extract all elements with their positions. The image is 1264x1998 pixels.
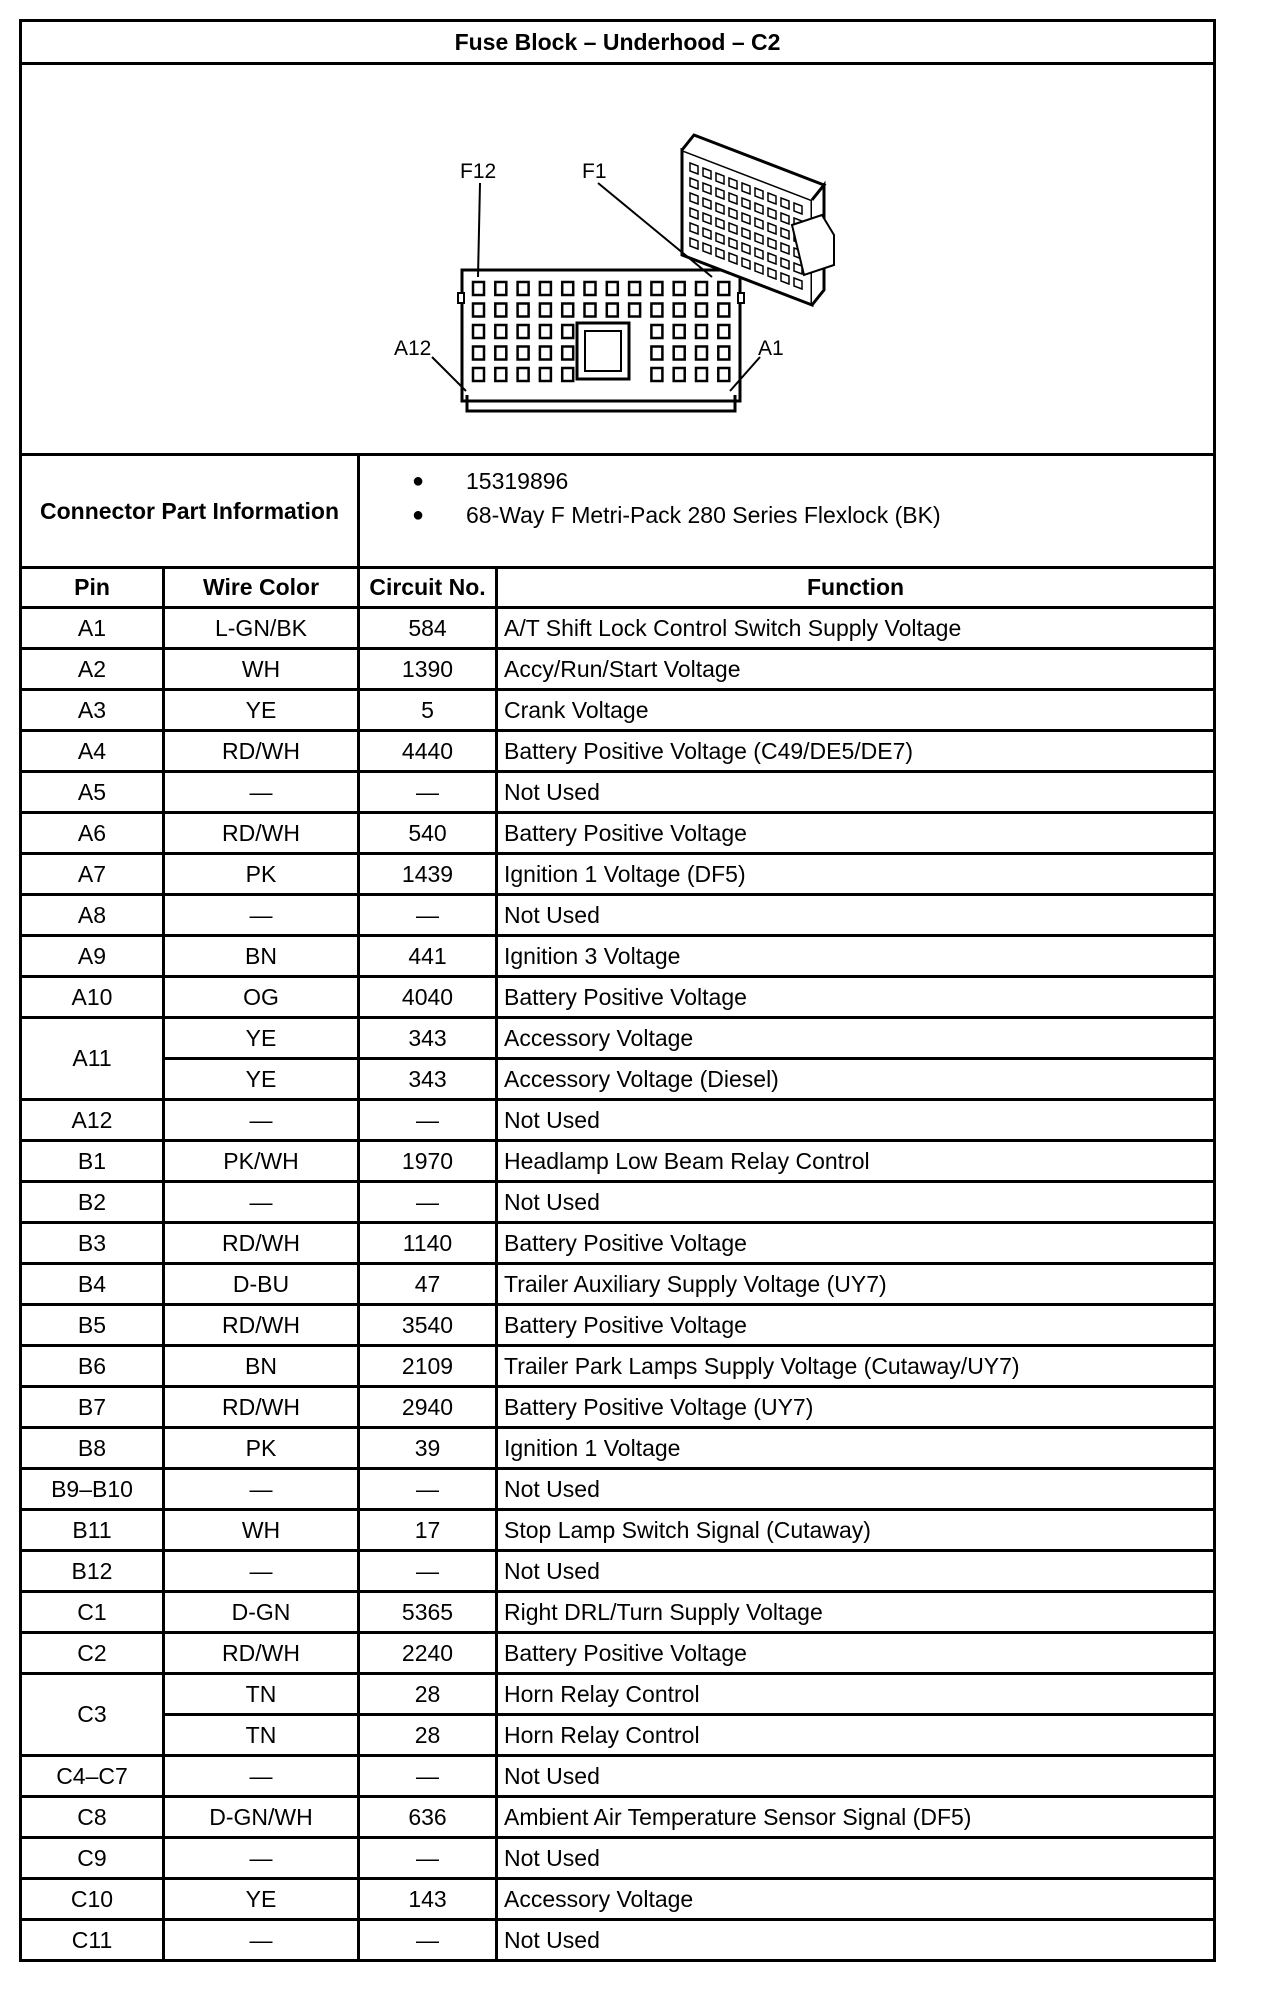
wire-color-cell: RD/WH	[164, 813, 359, 854]
pin-cavity	[585, 304, 596, 317]
pin-cell: A9	[21, 936, 164, 977]
table-row	[21, 1387, 1215, 1428]
table-row	[21, 1674, 1215, 1715]
pin-cavity	[718, 325, 729, 338]
circuit-cell: 28	[359, 1674, 497, 1715]
wire-color-cell: —	[164, 772, 359, 813]
circuit-cell: 540	[359, 813, 497, 854]
pin-cavity	[651, 325, 662, 338]
pin-cavity	[629, 282, 640, 295]
pin-cavity	[718, 282, 729, 295]
circuit-cell: 28	[359, 1715, 497, 1756]
table-row	[21, 895, 1215, 936]
pin-cavity	[607, 304, 618, 317]
function-cell: Accessory Voltage (Diesel)	[497, 1059, 1215, 1100]
table-row	[21, 1756, 1215, 1797]
connector-part-info-label: Connector Part Information	[21, 455, 359, 568]
pin-cell: B1	[21, 1141, 164, 1182]
wire-color-cell: D-BU	[164, 1264, 359, 1305]
function-cell: Accessory Voltage	[497, 1879, 1215, 1920]
table-row	[21, 1346, 1215, 1387]
pin-cell: C10	[21, 1879, 164, 1920]
function-cell: Right DRL/Turn Supply Voltage	[497, 1592, 1215, 1633]
connector-sheet	[19, 19, 1213, 1962]
pin-cavity	[495, 325, 506, 338]
pin-cavity	[562, 282, 573, 295]
label-a1: A1	[758, 337, 784, 360]
table-row	[21, 936, 1215, 977]
pin-cell: B2	[21, 1182, 164, 1223]
column-header-wire-color: Wire Color	[164, 568, 359, 608]
pin-cavity	[540, 325, 551, 338]
table-row	[21, 1551, 1215, 1592]
pin-cavity	[495, 347, 506, 360]
table-row	[21, 1633, 1215, 1674]
function-cell: Horn Relay Control	[497, 1715, 1215, 1756]
pin-cavity	[473, 368, 484, 381]
function-cell: Not Used	[497, 1100, 1215, 1141]
wire-color-cell: PK/WH	[164, 1141, 359, 1182]
circuit-cell: —	[359, 1100, 497, 1141]
pin-cavity	[651, 368, 662, 381]
pin-cavity	[718, 368, 729, 381]
wire-color-cell: D-GN	[164, 1592, 359, 1633]
wire-color-cell: —	[164, 1182, 359, 1223]
circuit-cell: —	[359, 1469, 497, 1510]
table-row	[21, 731, 1215, 772]
pin-cell: A2	[21, 649, 164, 690]
connector-part-info-list	[359, 455, 1215, 568]
circuit-cell: 343	[359, 1018, 497, 1059]
function-cell: Battery Positive Voltage (C49/DE5/DE7)	[497, 731, 1215, 772]
wire-color-cell: YE	[164, 1879, 359, 1920]
pin-cavity	[674, 325, 685, 338]
table-row	[21, 1018, 1215, 1059]
function-cell: Ignition 3 Voltage	[497, 936, 1215, 977]
pin-cavity	[473, 347, 484, 360]
function-cell: Accessory Voltage	[497, 1018, 1215, 1059]
pin-cavity	[696, 325, 707, 338]
pin-cell: C3	[21, 1674, 164, 1756]
column-header-circuit: Circuit No.	[359, 568, 497, 608]
table-row	[21, 1100, 1215, 1141]
table-row	[21, 1510, 1215, 1551]
pin-cavity	[674, 304, 685, 317]
function-cell: Battery Positive Voltage	[497, 977, 1215, 1018]
pin-cavity	[495, 368, 506, 381]
circuit-cell: —	[359, 1838, 497, 1879]
pin-cavity	[540, 282, 551, 295]
wire-color-cell: BN	[164, 1346, 359, 1387]
circuit-cell: 636	[359, 1797, 497, 1838]
wire-color-cell: —	[164, 1100, 359, 1141]
pin-cavity	[674, 347, 685, 360]
pin-cell: B11	[21, 1510, 164, 1551]
circuit-cell: —	[359, 772, 497, 813]
circuit-cell: 5365	[359, 1592, 497, 1633]
function-cell: Ambient Air Temperature Sensor Signal (DF5)	[497, 1797, 1215, 1838]
circuit-cell: 3540	[359, 1305, 497, 1346]
function-cell: Battery Positive Voltage	[497, 1633, 1215, 1674]
function-cell: Headlamp Low Beam Relay Control	[497, 1141, 1215, 1182]
circuit-cell: —	[359, 1920, 497, 1961]
function-cell: A/T Shift Lock Control Switch Supply Voltage	[497, 608, 1215, 649]
part-info-item: ● 68-Way F Metri-Pack 280 Series Flexlock (BK)	[360, 498, 1213, 532]
pin-cell: A12	[21, 1100, 164, 1141]
pin-cavity	[518, 368, 529, 381]
pin-cell: B12	[21, 1551, 164, 1592]
function-cell: Trailer Auxiliary Supply Voltage (UY7)	[497, 1264, 1215, 1305]
function-cell: Not Used	[497, 895, 1215, 936]
wire-color-cell: —	[164, 895, 359, 936]
function-cell: Stop Lamp Switch Signal (Cutaway)	[497, 1510, 1215, 1551]
connector-diagram-cell	[21, 64, 1215, 455]
pin-cell: C11	[21, 1920, 164, 1961]
table-row	[21, 772, 1215, 813]
pin-cavity	[696, 368, 707, 381]
function-cell: Ignition 1 Voltage (DF5)	[497, 854, 1215, 895]
wire-color-cell: RD/WH	[164, 1223, 359, 1264]
wire-color-cell: BN	[164, 936, 359, 977]
circuit-cell: 1970	[359, 1141, 497, 1182]
pin-cell: B6	[21, 1346, 164, 1387]
pin-cavity	[540, 304, 551, 317]
wire-color-cell: YE	[164, 690, 359, 731]
pin-cell: C4–C7	[21, 1756, 164, 1797]
circuit-cell: —	[359, 1182, 497, 1223]
page-title: Fuse Block – Underhood – C2	[21, 21, 1215, 64]
circuit-cell: 441	[359, 936, 497, 977]
table-row	[21, 608, 1215, 649]
pin-cell: A4	[21, 731, 164, 772]
pin-cell: A10	[21, 977, 164, 1018]
wire-color-cell: D-GN/WH	[164, 1797, 359, 1838]
circuit-cell: 1140	[359, 1223, 497, 1264]
pin-cavity	[651, 304, 662, 317]
pin-cavity	[495, 304, 506, 317]
wire-color-cell: TN	[164, 1715, 359, 1756]
pin-cavity	[674, 282, 685, 295]
table-row	[21, 1879, 1215, 1920]
circuit-cell: 2109	[359, 1346, 497, 1387]
pin-cavity	[651, 282, 662, 295]
circuit-cell: 5	[359, 690, 497, 731]
table-row	[21, 1920, 1215, 1961]
pin-cavity	[540, 347, 551, 360]
table-row	[21, 1428, 1215, 1469]
pin-cell: B8	[21, 1428, 164, 1469]
pin-cavity	[518, 325, 529, 338]
pin-cell: B7	[21, 1387, 164, 1428]
pin-cell: A1	[21, 608, 164, 649]
circuit-cell: —	[359, 1551, 497, 1592]
function-cell: Horn Relay Control	[497, 1674, 1215, 1715]
bullet-icon: ●	[412, 504, 425, 526]
connector-face	[458, 270, 744, 411]
circuit-cell: 1390	[359, 649, 497, 690]
function-cell: Battery Positive Voltage (UY7)	[497, 1387, 1215, 1428]
pin-cavity	[562, 347, 573, 360]
pin-cell: A8	[21, 895, 164, 936]
wire-color-cell: WH	[164, 649, 359, 690]
pin-cell: B3	[21, 1223, 164, 1264]
connector-table	[19, 19, 1216, 1962]
table-row	[21, 690, 1215, 731]
pin-cell: A11	[21, 1018, 164, 1100]
column-header-function: Function	[497, 568, 1215, 608]
wire-color-cell: OG	[164, 977, 359, 1018]
wire-color-cell: —	[164, 1838, 359, 1879]
function-cell: Not Used	[497, 1838, 1215, 1879]
circuit-cell: 47	[359, 1264, 497, 1305]
pin-cavity	[495, 282, 506, 295]
circuit-cell: —	[359, 1756, 497, 1797]
pin-cavity	[585, 282, 596, 295]
pin-cell: B4	[21, 1264, 164, 1305]
function-cell: Not Used	[497, 1920, 1215, 1961]
wire-color-cell: WH	[164, 1510, 359, 1551]
function-cell: Trailer Park Lamps Supply Voltage (Cutaway/UY7)	[497, 1346, 1215, 1387]
table-row	[21, 1305, 1215, 1346]
table-row	[21, 1223, 1215, 1264]
wire-color-cell: —	[164, 1469, 359, 1510]
pin-cavity	[473, 282, 484, 295]
pin-cell: C8	[21, 1797, 164, 1838]
wire-color-cell: RD/WH	[164, 1633, 359, 1674]
pin-cavity	[562, 325, 573, 338]
pin-cell: A6	[21, 813, 164, 854]
pin-cell: A5	[21, 772, 164, 813]
table-row	[21, 854, 1215, 895]
pin-cavity	[473, 325, 484, 338]
part-info-item: ● 15319896	[360, 464, 1213, 498]
circuit-cell: 2940	[359, 1387, 497, 1428]
table-row	[21, 1059, 1215, 1100]
circuit-cell: 4040	[359, 977, 497, 1018]
wire-color-cell: YE	[164, 1018, 359, 1059]
table-row	[21, 1141, 1215, 1182]
wire-color-cell: YE	[164, 1059, 359, 1100]
pin-cell: B5	[21, 1305, 164, 1346]
label-a12: A12	[394, 337, 432, 360]
circuit-cell: 143	[359, 1879, 497, 1920]
wire-color-cell: PK	[164, 854, 359, 895]
pin-cavity	[473, 304, 484, 317]
table-row	[21, 1264, 1215, 1305]
wire-color-cell: RD/WH	[164, 1387, 359, 1428]
pin-cell: C2	[21, 1633, 164, 1674]
pin-cavity	[651, 347, 662, 360]
pin-cavity	[607, 282, 618, 295]
pin-cavity	[696, 347, 707, 360]
label-f12: F12	[460, 160, 497, 183]
pin-cavity	[562, 304, 573, 317]
wire-color-cell: RD/WH	[164, 731, 359, 772]
table-row	[21, 1469, 1215, 1510]
pin-cavity	[674, 368, 685, 381]
table-row	[21, 1838, 1215, 1879]
bullet-icon: ●	[412, 470, 425, 492]
pin-cell: C1	[21, 1592, 164, 1633]
pin-cavity	[518, 347, 529, 360]
pin-cavity	[540, 368, 551, 381]
function-cell: Battery Positive Voltage	[497, 1223, 1215, 1264]
function-cell: Crank Voltage	[497, 690, 1215, 731]
wire-color-cell: L-GN/BK	[164, 608, 359, 649]
wire-color-cell: —	[164, 1756, 359, 1797]
pin-cavity	[696, 282, 707, 295]
label-f1: F1	[582, 160, 607, 183]
connector-diagram	[22, 65, 1210, 453]
function-cell: Ignition 1 Voltage	[497, 1428, 1215, 1469]
function-cell: Not Used	[497, 1469, 1215, 1510]
wire-color-cell: TN	[164, 1674, 359, 1715]
function-cell: Accy/Run/Start Voltage	[497, 649, 1215, 690]
wire-color-cell: PK	[164, 1428, 359, 1469]
circuit-cell: 584	[359, 608, 497, 649]
wire-color-cell: —	[164, 1551, 359, 1592]
function-cell: Not Used	[497, 1551, 1215, 1592]
pin-cavity	[518, 304, 529, 317]
pin-cavity	[562, 368, 573, 381]
table-row	[21, 813, 1215, 854]
function-cell: Battery Positive Voltage	[497, 1305, 1215, 1346]
pin-cavity	[718, 304, 729, 317]
pin-cell: B9–B10	[21, 1469, 164, 1510]
function-cell: Not Used	[497, 1756, 1215, 1797]
function-cell: Not Used	[497, 772, 1215, 813]
circuit-cell: 2240	[359, 1633, 497, 1674]
wire-color-cell: RD/WH	[164, 1305, 359, 1346]
table-row	[21, 649, 1215, 690]
pin-cavity	[518, 282, 529, 295]
column-header-pin: Pin	[21, 568, 164, 608]
pin-cavity	[696, 304, 707, 317]
table-row	[21, 1715, 1215, 1756]
pin-cell: C9	[21, 1838, 164, 1879]
circuit-cell: —	[359, 895, 497, 936]
wire-color-cell: —	[164, 1920, 359, 1961]
function-cell: Not Used	[497, 1182, 1215, 1223]
table-row	[21, 977, 1215, 1018]
table-row	[21, 1182, 1215, 1223]
pin-cell: A3	[21, 690, 164, 731]
pin-cavity	[629, 304, 640, 317]
pin-cavity	[718, 347, 729, 360]
circuit-cell: 4440	[359, 731, 497, 772]
function-cell: Battery Positive Voltage	[497, 813, 1215, 854]
table-row	[21, 1797, 1215, 1838]
circuit-cell: 343	[359, 1059, 497, 1100]
table-row	[21, 1592, 1215, 1633]
circuit-cell: 1439	[359, 854, 497, 895]
circuit-cell: 17	[359, 1510, 497, 1551]
circuit-cell: 39	[359, 1428, 497, 1469]
pin-cell: A7	[21, 854, 164, 895]
